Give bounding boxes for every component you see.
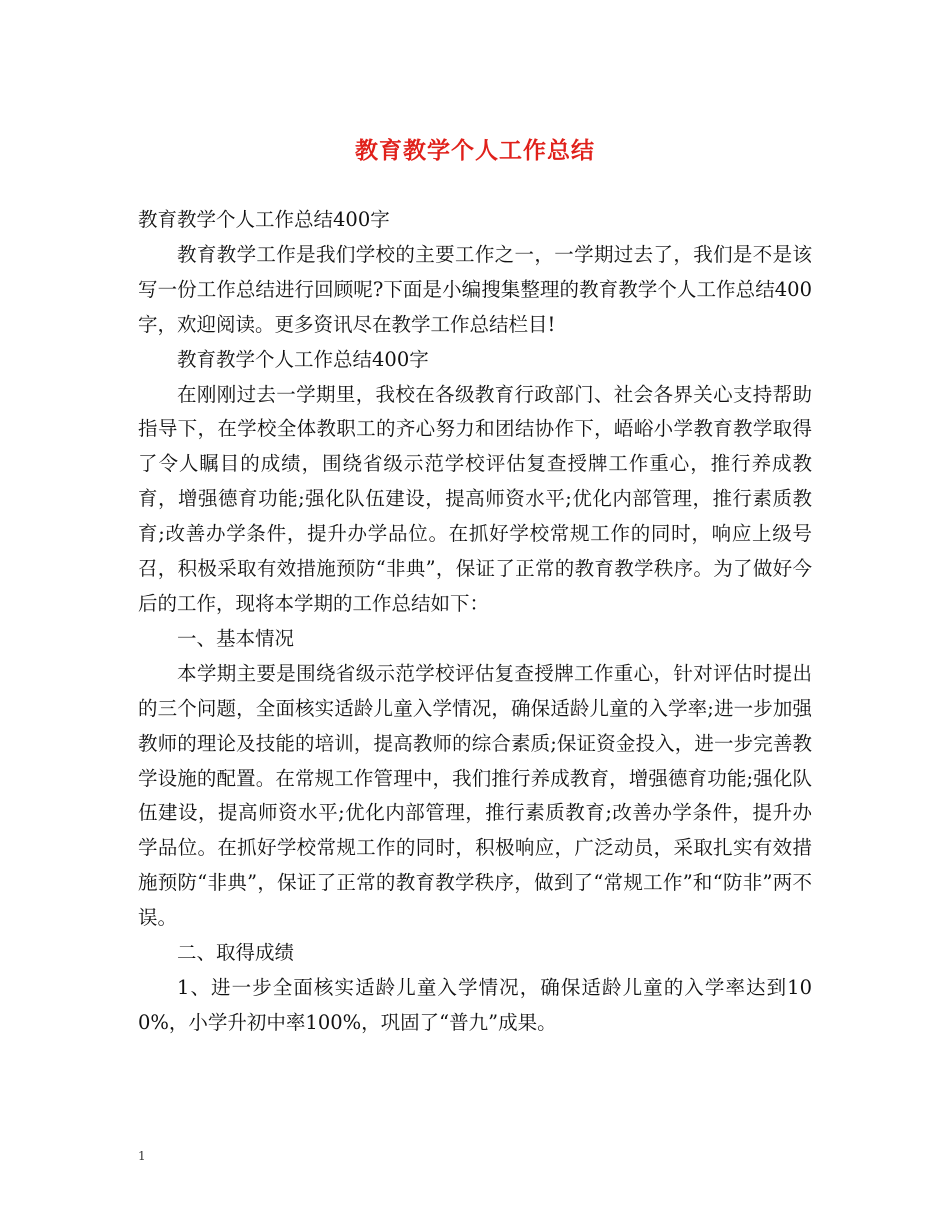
page-number: 1 <box>138 1149 146 1163</box>
section-heading-basic-situation: 一、基本情况 <box>177 626 295 650</box>
paragraph-heading-repeat: 教育教学个人工作总结400字 <box>177 347 429 371</box>
document-body <box>138 203 812 1041</box>
paragraph-overview: 在刚刚过去一学期里，我校在各级教育行政部门、社会各界关心支持帮助指导下，在学校全体教职工的齐心努力和团结协作下，峿峪小学教育教学取得了令人瞩目的成绩，围绕省级示范学校评估复查授牌工作重心，推行养成教育，增强德育功能;强化队伍建设，提高师资水平;优化内部管理，推行素质教育;改善办学条件，提升办学品位。在抓好学校常规工作的同时，响应上级号召，积极采取有效措施预防“非典”，保证了正常的教育教学秩序。为了做好今后的工作，现将本学期的工作总结如下： <box>138 382 812 615</box>
section-heading-achievements: 二、取得成绩 <box>177 941 295 965</box>
paragraph-intro: 教育教学工作是我们学校的主要工作之一，一学期过去了，我们是不是该写一份工作总结进行回顾呢?下面是小编搜集整理的教育教学个人工作总结400字，欢迎阅读。更多资讯尽在教学工作总结栏目! <box>138 242 812 336</box>
paragraph-basic-situation: 本学期主要是围绕省级示范学校评估复查授牌工作重心，针对评估时提出的三个问题，全面核实适龄儿童入学情况，确保适龄儿童的入学率;进一步加强教师的理论及技能的培训，提高教师的综合素质;保证资金投入，进一步完善教学设施的配置。在常规工作管理中，我们推行养成教育，增强德育功能;强化队伍建设，提高师资水平;优化内部管理，推行素质教育;改善办学条件，提升办学品位。在抓好学校常规工作的同时，积极响应，广泛动员，采取扎实有效措施预防“非典”，保证了正常的教育教学秩序，做到了“常规工作”和“防非”两不误。 <box>138 661 812 930</box>
paragraph-achievement-1: 1、进一步全面核实适龄儿童入学情况，确保适龄儿童的入学率达到100%，小学升初中率100%，巩固了“普九”成果。 <box>138 975 812 1034</box>
document-title: 教育教学个人工作总结 <box>355 137 595 164</box>
paragraph-subtitle: 教育教学个人工作总结400字 <box>138 208 390 231</box>
